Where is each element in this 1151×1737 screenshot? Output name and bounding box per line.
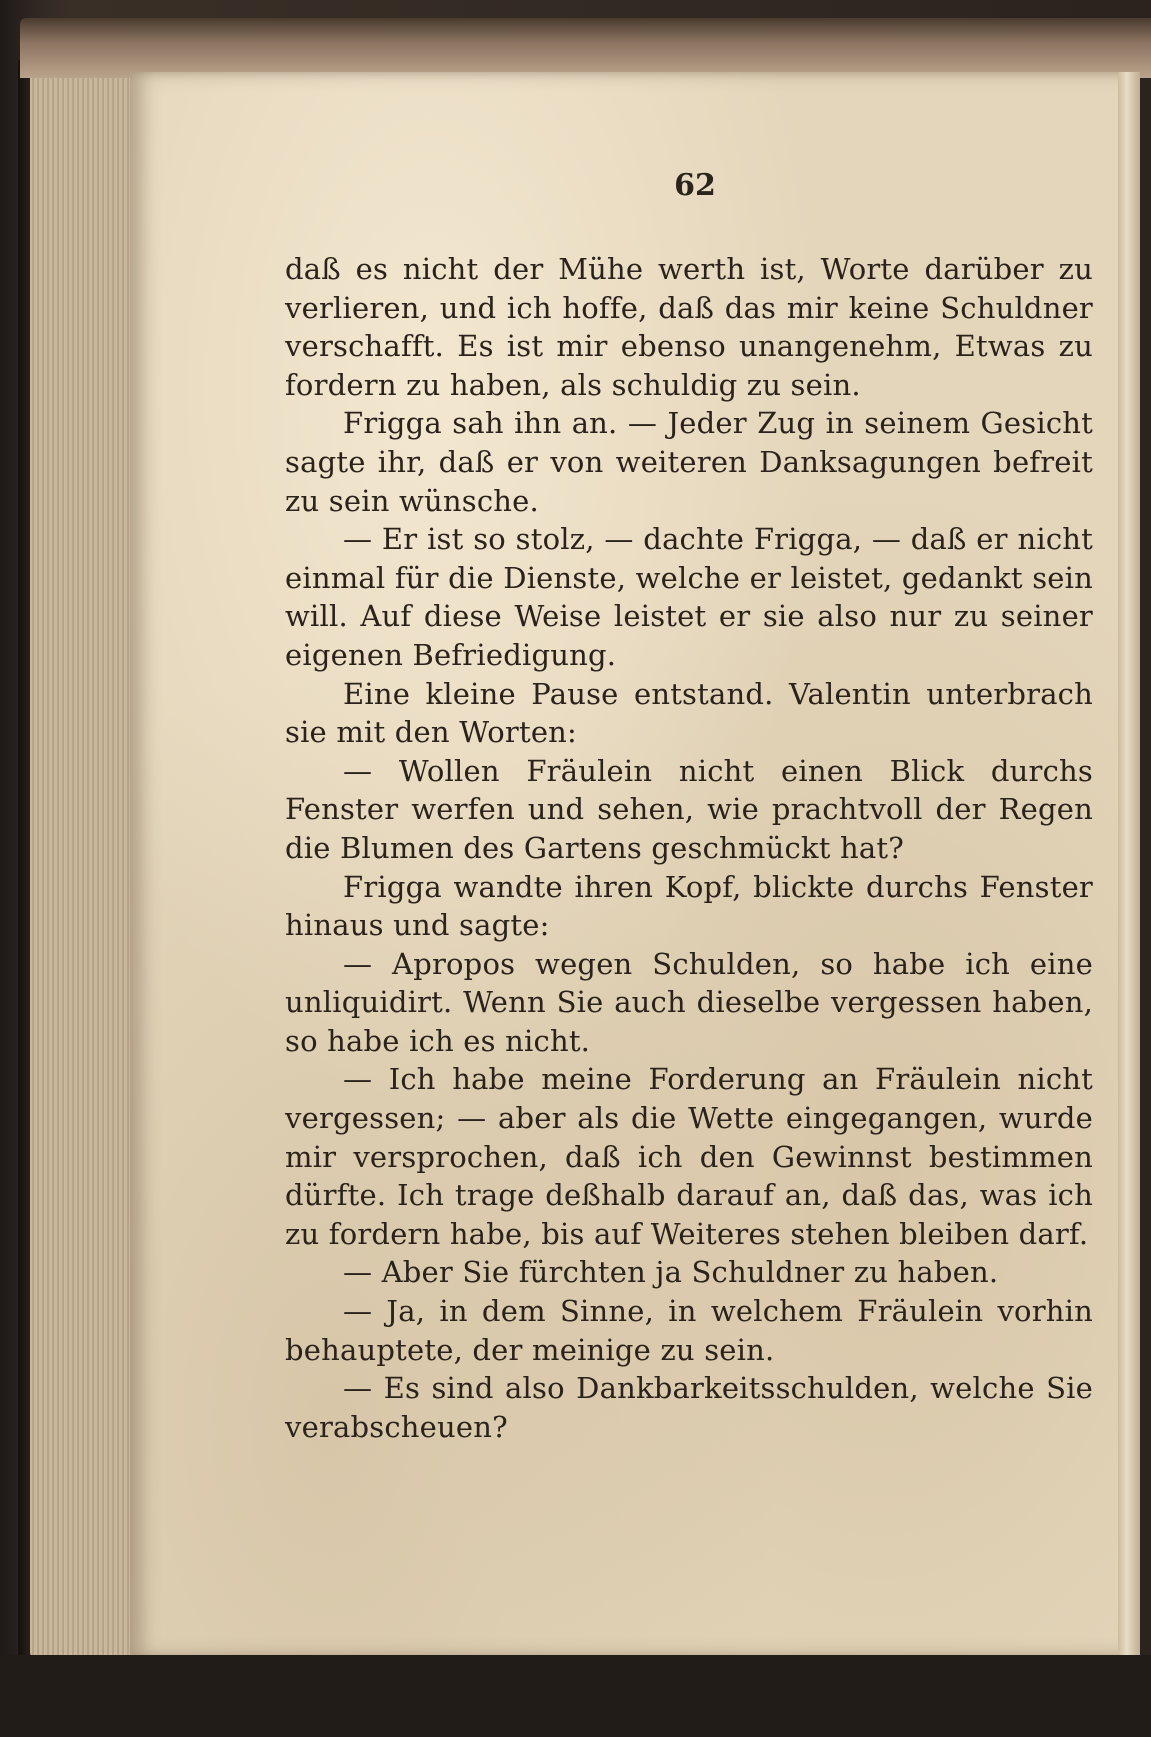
page-number: 62 <box>674 168 716 203</box>
scan-bottom-border <box>0 1655 1151 1737</box>
body-text <box>285 250 1093 1446</box>
book-top-edge <box>20 18 1151 78</box>
paragraph: — Wollen Fräulein nicht einen Blick durchs Fenster werfen und sehen, wie prachtvoll der Regen die Blumen des Gartens geschmückt hat? <box>285 753 1093 865</box>
paragraph: Eine kleine Pause entstand. Valentin unterbrach sie mit den Worten: <box>285 676 1093 750</box>
paragraph: — Ja, in dem Sinne, in welchem Fräulein vorhin behauptete, der meinige zu sein. <box>285 1294 1093 1367</box>
paragraph: — Apropos wegen Schulden, so habe ich eine unliquidirt. Wenn Sie auch dieselbe vergessen haben, so habe ich es nicht. <box>285 946 1093 1058</box>
paragraph: — Aber Sie fürchten ja Schuldner zu haben. <box>343 1255 999 1290</box>
paragraph: — Er ist so stolz, — dachte Frigga, — daß er nicht einmal für die Dienste, welche er leistet, gedankt sein will. Auf diese Weise leistet er sie also nur zu seiner eigenen Befriedigung. <box>285 522 1093 672</box>
paragraph: — Ich habe meine Forderung an Fräulein nicht vergessen; — aber als die Wette eingegangen, wurde mir versprochen, daß ich den Gewinnst bestimmen dürfte. Ich trage deßhalb darauf an, daß das, was ich zu fordern habe, bis auf Weiteres stehen bleiben darf. <box>285 1062 1093 1251</box>
paragraph: — Es sind also Dankbarkeitsschulden, welche Sie verabscheuen? <box>285 1371 1093 1444</box>
paragraph: Frigga wandte ihren Kopf, blickte durchs Fenster hinaus und sagte: <box>285 869 1093 943</box>
paragraph: daß es nicht der Mühe werth ist, Worte darüber zu verlieren, und ich hoffe, daß das mir keine Schuldner verschafft. Es ist mir ebenso unangenehm, Etwas zu fordern zu haben, als schuldig zu sein. <box>285 252 1093 402</box>
paragraph: Frigga sah ihn an. — Jeder Zug in seinem Gesicht sagte ihr, daß er von weiteren Danksagungen befreit zu sein wünsche. <box>285 406 1093 518</box>
page-right-edge <box>1118 72 1140 1657</box>
page-stack-edge <box>30 60 140 1660</box>
